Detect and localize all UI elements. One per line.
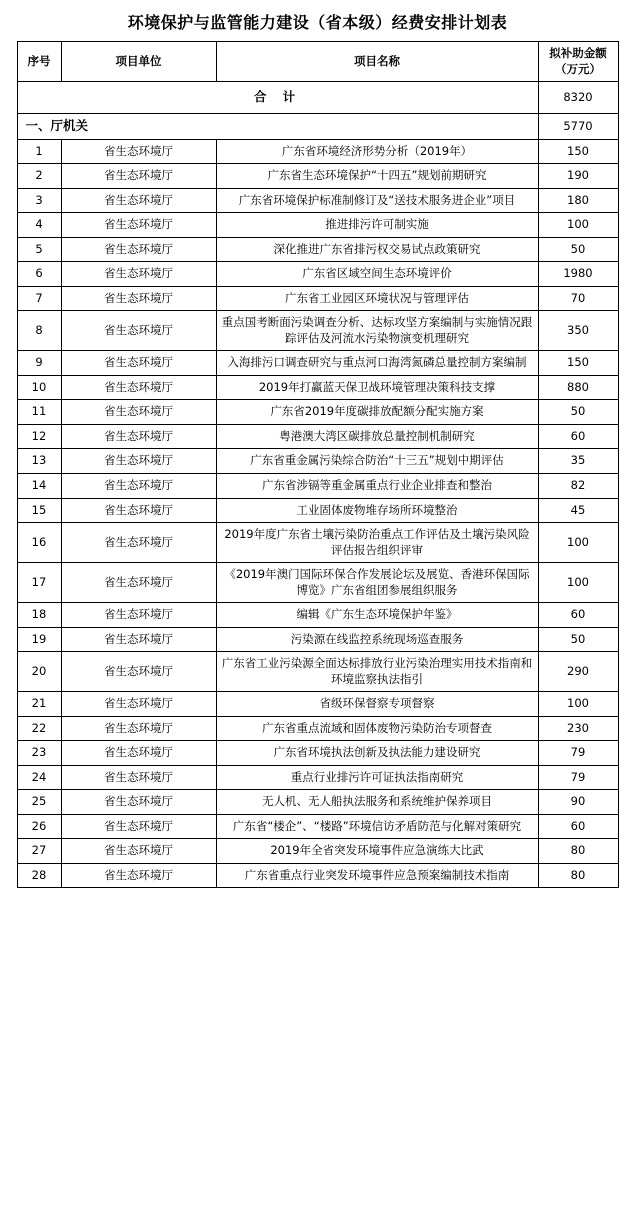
section-amount: 5770 <box>538 113 618 139</box>
cell-seq: 11 <box>17 400 61 425</box>
cell-unit: 省生态环境厅 <box>61 311 216 351</box>
cell-project-name: 广东省生态环境保护“十四五”规划前期研究 <box>216 164 538 189</box>
cell-amount: 60 <box>538 603 618 628</box>
cell-project-name: 入海排污口调查研究与重点河口海湾氮磷总量控制方案编制 <box>216 351 538 376</box>
cell-seq: 14 <box>17 474 61 499</box>
cell-project-name: 2019年全省突发环境事件应急演练大比武 <box>216 839 538 864</box>
cell-seq: 21 <box>17 692 61 717</box>
cell-amount: 60 <box>538 814 618 839</box>
cell-unit: 省生态环境厅 <box>61 237 216 262</box>
table-row <box>17 692 618 717</box>
cell-unit: 省生态环境厅 <box>61 400 216 425</box>
table-row <box>17 351 618 376</box>
table-row <box>17 424 618 449</box>
cell-unit: 省生态环境厅 <box>61 790 216 815</box>
cell-amount: 100 <box>538 692 618 717</box>
cell-amount: 80 <box>538 863 618 888</box>
cell-amount: 80 <box>538 839 618 864</box>
cell-unit: 省生态环境厅 <box>61 741 216 766</box>
table-row <box>17 164 618 189</box>
table-row <box>17 814 618 839</box>
cell-amount: 70 <box>538 286 618 311</box>
table-row <box>17 627 618 652</box>
cell-project-name: 无人机、无人船执法服务和系统维护保养项目 <box>216 790 538 815</box>
cell-seq: 19 <box>17 627 61 652</box>
table-row <box>17 449 618 474</box>
section-row <box>17 113 618 139</box>
cell-unit: 省生态环境厅 <box>61 474 216 499</box>
cell-project-name: 编辑《广东生态环境保护年鉴》 <box>216 603 538 628</box>
table-row <box>17 523 618 563</box>
table-row <box>17 474 618 499</box>
cell-unit: 省生态环境厅 <box>61 213 216 238</box>
cell-seq: 26 <box>17 814 61 839</box>
table-row <box>17 262 618 287</box>
cell-unit: 省生态环境厅 <box>61 863 216 888</box>
cell-amount: 90 <box>538 790 618 815</box>
table-header <box>17 42 618 82</box>
section-label: 一、厅机关 <box>17 113 538 139</box>
cell-project-name: 深化推进广东省排污权交易试点政策研究 <box>216 237 538 262</box>
cell-project-name: 《2019年澳门国际环保合作发展论坛及展览、香港环保国际博览》广东省组团参展组织服务 <box>216 563 538 603</box>
cell-seq: 28 <box>17 863 61 888</box>
total-amount: 8320 <box>538 82 618 114</box>
table-row <box>17 652 618 692</box>
cell-amount: 180 <box>538 188 618 213</box>
cell-amount: 82 <box>538 474 618 499</box>
table-row <box>17 213 618 238</box>
cell-seq: 9 <box>17 351 61 376</box>
cell-seq: 13 <box>17 449 61 474</box>
cell-unit: 省生态环境厅 <box>61 603 216 628</box>
cell-seq: 18 <box>17 603 61 628</box>
column-header-unit: 项目单位 <box>61 42 216 82</box>
cell-seq: 20 <box>17 652 61 692</box>
table-row <box>17 790 618 815</box>
cell-project-name: 推进排污许可制实施 <box>216 213 538 238</box>
cell-seq: 27 <box>17 839 61 864</box>
column-header-seq: 序号 <box>17 42 61 82</box>
cell-seq: 23 <box>17 741 61 766</box>
cell-amount: 230 <box>538 716 618 741</box>
cell-amount: 100 <box>538 523 618 563</box>
cell-unit: 省生态环境厅 <box>61 188 216 213</box>
cell-project-name: 省级环保督察专项督察 <box>216 692 538 717</box>
cell-seq: 6 <box>17 262 61 287</box>
table-row <box>17 139 618 164</box>
cell-project-name: 广东省区域空间生态环境评价 <box>216 262 538 287</box>
cell-seq: 17 <box>17 563 61 603</box>
column-header-name: 项目名称 <box>216 42 538 82</box>
cell-amount: 35 <box>538 449 618 474</box>
cell-seq: 2 <box>17 164 61 189</box>
cell-amount: 79 <box>538 765 618 790</box>
cell-project-name: 重点国考断面污染调查分析、达标攻坚方案编制与实施情况跟踪评估及河流水污染物演变机理研究 <box>216 311 538 351</box>
cell-amount: 350 <box>538 311 618 351</box>
cell-unit: 省生态环境厅 <box>61 262 216 287</box>
cell-unit: 省生态环境厅 <box>61 424 216 449</box>
cell-amount: 150 <box>538 139 618 164</box>
cell-project-name: 广东省涉镉等重金属重点行业企业排查和整治 <box>216 474 538 499</box>
cell-amount: 50 <box>538 237 618 262</box>
cell-project-name: 广东省2019年度碳排放配额分配实施方案 <box>216 400 538 425</box>
column-header-amount: 拟补助金额（万元） <box>538 42 618 82</box>
table-row <box>17 839 618 864</box>
cell-amount: 45 <box>538 498 618 523</box>
table-row <box>17 863 618 888</box>
cell-unit: 省生态环境厅 <box>61 523 216 563</box>
cell-seq: 8 <box>17 311 61 351</box>
cell-project-name: 广东省工业园区环境状况与管理评估 <box>216 286 538 311</box>
cell-seq: 4 <box>17 213 61 238</box>
cell-project-name: 2019年度广东省土壤污染防治重点工作评估及土壤污染风险评估报告组织评审 <box>216 523 538 563</box>
cell-seq: 25 <box>17 790 61 815</box>
cell-amount: 150 <box>538 351 618 376</box>
table-row <box>17 400 618 425</box>
cell-seq: 1 <box>17 139 61 164</box>
cell-seq: 22 <box>17 716 61 741</box>
cell-unit: 省生态环境厅 <box>61 765 216 790</box>
cell-project-name: 重点行业排污许可证执法指南研究 <box>216 765 538 790</box>
header-row <box>17 42 618 82</box>
cell-unit: 省生态环境厅 <box>61 286 216 311</box>
cell-unit: 省生态环境厅 <box>61 351 216 376</box>
cell-unit: 省生态环境厅 <box>61 627 216 652</box>
cell-seq: 24 <box>17 765 61 790</box>
total-label: 合 计 <box>17 82 538 114</box>
table-row <box>17 237 618 262</box>
table-row <box>17 311 618 351</box>
page-title: 环境保护与监管能力建设（省本级）经费安排计划表 <box>127 13 508 32</box>
cell-project-name: 广东省“楼企”、“楼路”环境信访矛盾防范与化解对策研究 <box>216 814 538 839</box>
cell-seq: 10 <box>17 375 61 400</box>
cell-seq: 3 <box>17 188 61 213</box>
cell-amount: 290 <box>538 652 618 692</box>
cell-project-name: 广东省重金属污染综合防治“十三五”规划中期评估 <box>216 449 538 474</box>
cell-unit: 省生态环境厅 <box>61 164 216 189</box>
cell-amount: 79 <box>538 741 618 766</box>
table-row <box>17 286 618 311</box>
cell-amount: 50 <box>538 400 618 425</box>
cell-project-name: 广东省环境保护标准制修订及“送技术服务进企业”项目 <box>216 188 538 213</box>
table-row <box>17 563 618 603</box>
cell-unit: 省生态环境厅 <box>61 692 216 717</box>
cell-unit: 省生态环境厅 <box>61 449 216 474</box>
cell-project-name: 广东省环境经济形势分析（2019年） <box>216 139 538 164</box>
cell-amount: 50 <box>538 627 618 652</box>
cell-unit: 省生态环境厅 <box>61 498 216 523</box>
cell-project-name: 粤港澳大湾区碳排放总量控制机制研究 <box>216 424 538 449</box>
cell-seq: 15 <box>17 498 61 523</box>
cell-seq: 5 <box>17 237 61 262</box>
cell-unit: 省生态环境厅 <box>61 563 216 603</box>
cell-project-name: 广东省重点行业突发环境事件应急预案编制技术指南 <box>216 863 538 888</box>
cell-unit: 省生态环境厅 <box>61 375 216 400</box>
cell-amount: 100 <box>538 213 618 238</box>
cell-unit: 省生态环境厅 <box>61 716 216 741</box>
cell-project-name: 广东省工业污染源全面达标排放行业污染治理实用技术指南和环境监察执法指引 <box>216 652 538 692</box>
cell-seq: 7 <box>17 286 61 311</box>
cell-amount: 880 <box>538 375 618 400</box>
cell-project-name: 工业固体废物堆存场所环境整治 <box>216 498 538 523</box>
cell-amount: 60 <box>538 424 618 449</box>
cell-unit: 省生态环境厅 <box>61 839 216 864</box>
table-row <box>17 375 618 400</box>
table-row <box>17 603 618 628</box>
cell-unit: 省生态环境厅 <box>61 814 216 839</box>
table-row <box>17 188 618 213</box>
table-row <box>17 716 618 741</box>
cell-project-name: 污染源在线监控系统现场巡查服务 <box>216 627 538 652</box>
cell-amount: 1980 <box>538 262 618 287</box>
table-row <box>17 765 618 790</box>
cell-project-name: 2019年打赢蓝天保卫战环境管理决策科技支撑 <box>216 375 538 400</box>
total-row <box>17 82 618 114</box>
cell-amount: 190 <box>538 164 618 189</box>
budget-table <box>17 41 619 888</box>
cell-seq: 16 <box>17 523 61 563</box>
cell-project-name: 广东省环境执法创新及执法能力建设研究 <box>216 741 538 766</box>
cell-unit: 省生态环境厅 <box>61 652 216 692</box>
cell-project-name: 广东省重点流域和固体废物污染防治专项督查 <box>216 716 538 741</box>
table-body <box>17 82 618 888</box>
cell-unit: 省生态环境厅 <box>61 139 216 164</box>
table-row <box>17 498 618 523</box>
table-row <box>17 741 618 766</box>
cell-seq: 12 <box>17 424 61 449</box>
cell-amount: 100 <box>538 563 618 603</box>
